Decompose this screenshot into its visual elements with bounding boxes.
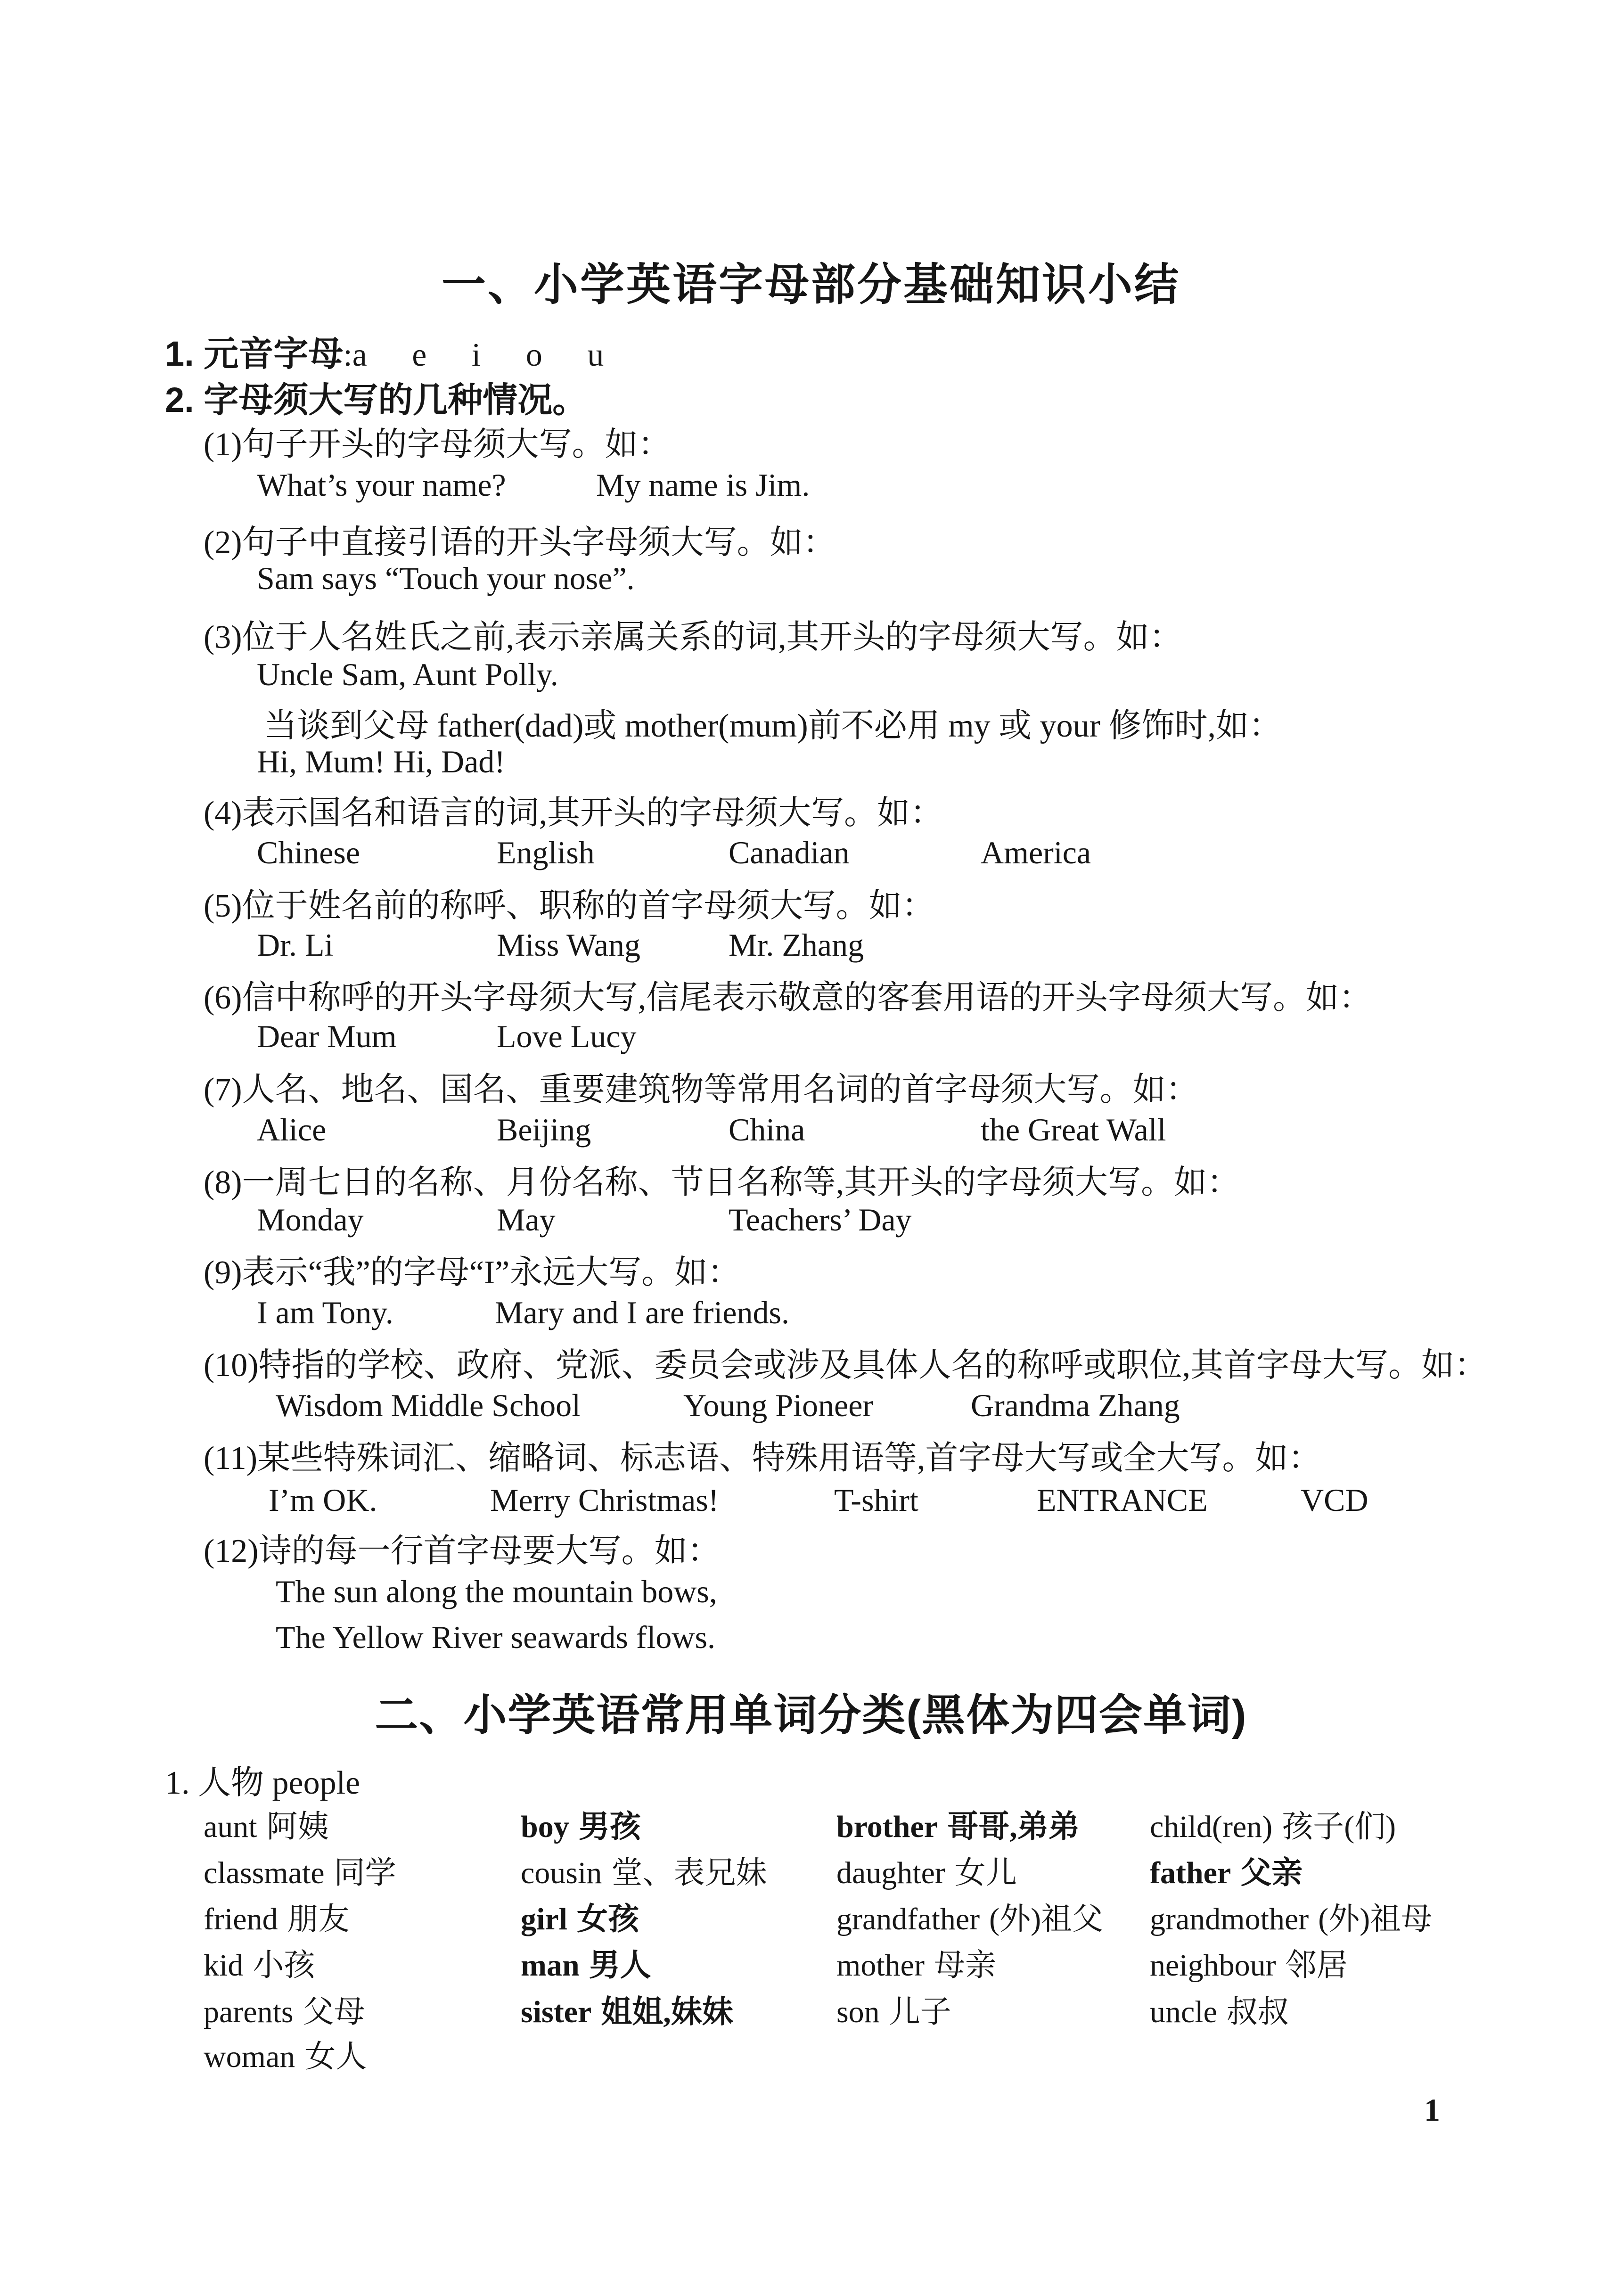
vocab-entry-brother: brother 哥哥,弟弟 [836,1810,1080,1844]
rule-4: (4)表示国名和语言的词,其开头的字母须大写。如： [204,795,943,831]
vocab-entry-uncle: uncle 叔叔 [1150,1995,1289,2029]
rule-11: (11)某些特殊词汇、缩略词、标志语、特殊用语等,首字母大写或全大写。如： [204,1440,1321,1476]
item-vowel-letters [165,326,604,376]
example-11a: I’m OK. [269,1482,377,1518]
rule-10: (10)特指的学校、政府、党派、委员会或涉及具体人名的称呼或职位,其首字母大写。如： [204,1347,1488,1384]
vocab-entry-daughter: daughter 女儿 [836,1856,1017,1890]
example-11b: Merry Christmas! [490,1482,719,1518]
example-4d: America [981,835,1091,870]
example-1a: What’s your name? [257,467,506,503]
vocab-entry-boy: boy 男孩 [521,1810,641,1844]
example-8c: Teachers’ Day [729,1202,912,1238]
vocab-entry-sister: sister 姐姐,妹妹 [521,1995,733,2029]
example-8b: May [497,1202,556,1238]
vocab-entry-son: son 儿子 [836,1995,951,2029]
vocab-entry-girl: girl 女孩 [521,1902,639,1936]
example-6b: Love Lucy [497,1018,637,1054]
example-9a: I am Tony. [257,1295,393,1330]
example-12b-text: The Yellow River seawards flows. [276,1619,715,1655]
example-5b: Miss Wang [497,927,640,963]
vocab-entry-classmate: classmate 同学 [204,1856,396,1890]
vocab-entry-woman: woman 女人 [204,2040,367,2074]
section1-title: 一、小学英语字母部分基础知识小结 [441,260,1180,309]
example-12a-text: The sun along the mountain bows, [276,1574,717,1609]
rule-1: (1)句子开头的字母须大写。如： [204,426,671,463]
rule-5: (5)位于姓名前的称呼、职称的首字母须大写。如： [204,888,935,924]
category-people: 1. 人物 people [165,1765,360,1801]
rule-7: (7)人名、地名、国名、重要建筑物等常用名词的首字母须大写。如： [204,1072,1199,1108]
example-7b: Beijing [497,1112,591,1148]
vocab-entry-man: man 男人 [521,1948,651,1983]
example-11d: ENTRANCE [1037,1482,1208,1518]
vocab-entry-children: child(ren) 孩子(们) [1150,1810,1396,1844]
example-6a: Dear Mum [257,1018,397,1054]
example-10b: Young Pioneer [683,1387,874,1423]
vocab-entry-grandfather: grandfather (外)祖父 [836,1902,1104,1936]
rule-3-note: 当谈到父母 father(dad)或 mother(mum)前不必用 my 或 your 修饰时,如： [264,708,1282,744]
example-10a: Wisdom Middle School [276,1387,581,1423]
example-4b: English [497,835,595,870]
vocab-entry-parents: parents 父母 [204,1995,365,2029]
section2-title: 二、小学英语常用单词分类(黑体为四会单词) [375,1691,1247,1739]
vocab-entry-neighbour: neighbour 邻居 [1150,1948,1348,1983]
item-vowel-letters-head: 1. 元音字母 [165,334,344,373]
vocab-entry-grandmother: grandmother (外)祖母 [1150,1902,1433,1936]
rule-2: (2)句子中直接引语的开头字母须大写。如： [204,525,836,561]
vocab-entry-aunt: aunt 阿姨 [204,1810,329,1844]
rule-6: (6)信中称呼的开头字母须大写,信尾表示敬意的客套用语的开头字母须大写。如： [204,980,1372,1016]
vocab-entry-mother: mother 母亲 [836,1948,996,1983]
vocab-entry-cousin: cousin 堂、表兄妹 [521,1856,767,1890]
vocab-entry-father: father 父亲 [1150,1856,1303,1890]
example-11e: VCD [1301,1482,1368,1518]
example-4c: Canadian [729,835,850,870]
rule-9: (9)表示“我”的字母“I”永远大写。如： [204,1255,741,1291]
example-10c: Grandma Zhang [971,1387,1180,1423]
example-5a: Dr. Li [257,927,334,963]
example-7c: China [729,1112,805,1148]
example-1b: My name is Jim. [596,467,810,503]
example-8a: Monday [257,1202,364,1238]
rule-12: (12)诗的每一行首字母要大写。如： [204,1533,721,1569]
example-3a-text: Uncle Sam, Aunt Polly. [257,656,558,692]
example-7d: the Great Wall [981,1112,1166,1148]
rule-8: (8)一周七日的名称、月份名称、节日名称等,其开头的字母须大写。如： [204,1164,1240,1201]
vocab-entry-friend: friend 朋友 [204,1902,350,1936]
vocab-entry-kid: kid 小孩 [204,1948,315,1983]
page-number: 1 [1424,2092,1440,2128]
item-capitalization-head: 2. 字母须大写的几种情况。 [165,380,588,419]
rule-3: (3)位于人名姓氏之前,表示亲属关系的词,其开头的字母须大写。如： [204,619,1182,656]
example-11c: T-shirt [834,1482,918,1518]
item-vowel-letters-values: :a e i o u [343,337,604,373]
example-5c: Mr. Zhang [729,927,864,963]
example-2a: Sam says “Touch your nose”. [257,560,635,596]
example-3b-text: Hi, Mum! Hi, Dad! [257,744,505,779]
example-4a: Chinese [257,835,360,870]
example-7a: Alice [257,1112,327,1148]
example-9b: Mary and I are friends. [495,1295,789,1330]
